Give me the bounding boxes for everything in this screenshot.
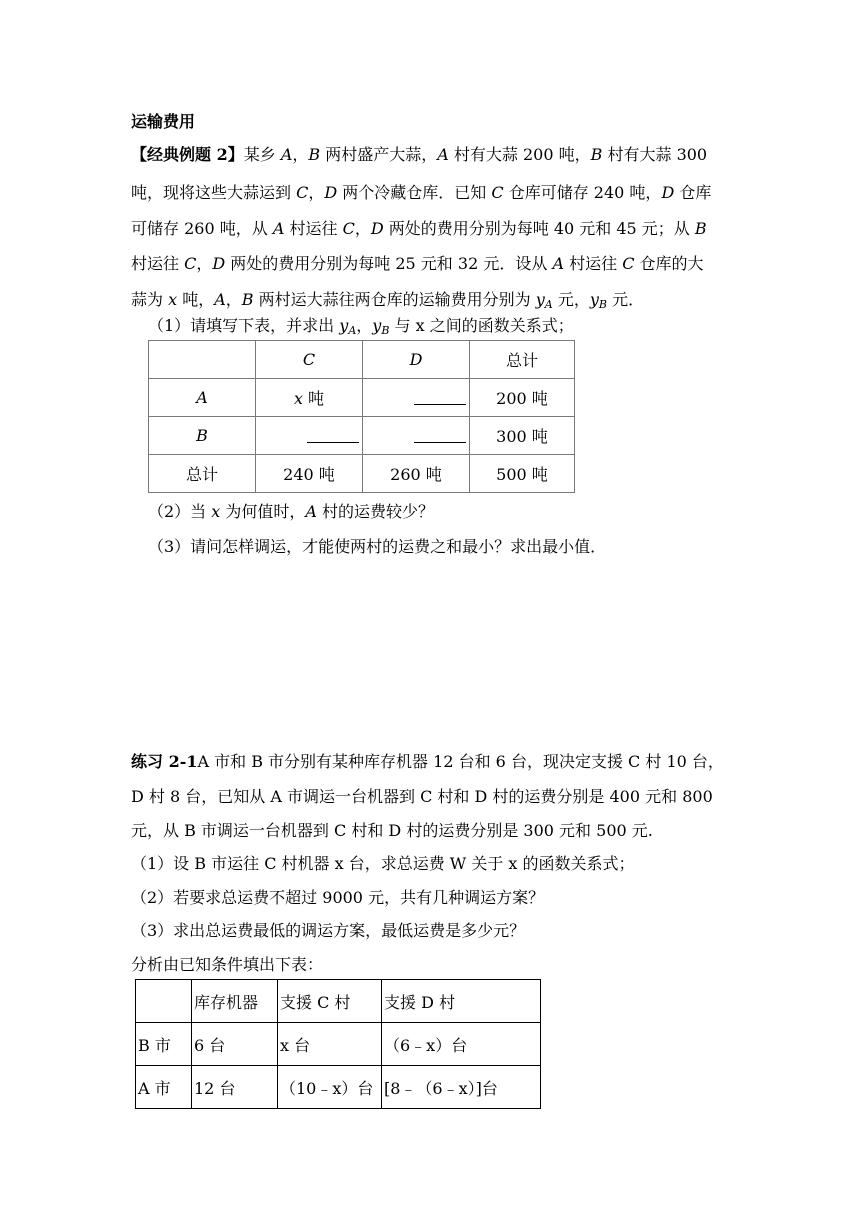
table-cell: 300 吨 xyxy=(470,417,575,455)
blank-cell[interactable] xyxy=(363,379,470,417)
table-cell: 12 台 xyxy=(192,1066,278,1109)
table-row xyxy=(136,1023,541,1066)
table-cell xyxy=(136,980,192,1023)
example-line-3: 可储存 260 吨，从 A 村运往 C，D 两处的费用分别为每吨 40 元和 45 元；从 B xyxy=(131,219,707,238)
table-header: 库存机器 xyxy=(192,980,278,1023)
table-cell: 6 台 xyxy=(192,1023,278,1066)
example-question-2: （2）当 x 为何值时，A 村的运费较少？ xyxy=(148,502,435,521)
table-row xyxy=(149,379,575,417)
table-cell: A 市 xyxy=(136,1066,192,1109)
practice-label: 练习 2-1 xyxy=(131,752,198,771)
table-header-d: D xyxy=(363,341,470,379)
table-header-c: C xyxy=(256,341,363,379)
example-line-1: 【经典例题 2】某乡 A，B 两村盛产大蒜，A 村有大蒜 200 吨，B 村有大蒜 300 xyxy=(131,145,708,164)
table-header-row xyxy=(136,980,541,1023)
example-line-5: 蒜为 x 吨，A，B 两村运大蒜往两仓库的运输费用分别为 $y_A$ 元，$y_B$ 元． xyxy=(131,290,645,311)
practice-line-1: 练习 2-1A 市和 B 市分别有某种库存机器 12 台和 6 台，现决定支援 C 村 10 台， xyxy=(131,752,724,771)
example-question-1: （1）请填写下表，并求出 $y_A$，$y_B$ 与 x 之间的函数关系式； xyxy=(148,316,574,337)
table-cell: x 台 xyxy=(278,1023,382,1066)
analysis-text: 分析由已知条件填出下表： xyxy=(131,955,324,974)
table-cell: （10﹣x）台 xyxy=(278,1066,382,1109)
table-cell: 260 吨 xyxy=(363,455,470,493)
table-cell: x 吨 xyxy=(256,379,363,417)
row-label-b: B xyxy=(149,417,256,455)
table-header-total: 总计 xyxy=(470,341,575,379)
table-cell: 总计 xyxy=(149,455,256,493)
table-header: 支援 C 村 xyxy=(278,980,382,1023)
table-row xyxy=(136,1066,541,1109)
example-question-3: （3）请问怎样调运，才能使两村的运费之和最小？求出最小值． xyxy=(148,537,607,556)
table-row xyxy=(149,455,575,493)
blank-cell[interactable] xyxy=(363,417,470,455)
practice-question-2: （2）若要求总运费不超过 9000 元，共有几种调运方案？ xyxy=(131,888,545,907)
table-header: 支援 D 村 xyxy=(382,980,541,1023)
table-cell: [8﹣（6﹣x）]台 xyxy=(382,1066,541,1109)
transport-table xyxy=(148,340,575,493)
blank-cell[interactable] xyxy=(256,417,363,455)
example-line-4: 村运往 C，D 两处的费用分别为每吨 25 元和 32 元．设从 A 村运往 C 仓库的大 xyxy=(131,254,704,273)
table-cell: 500 吨 xyxy=(470,455,575,493)
table-row xyxy=(149,417,575,455)
table-cell xyxy=(149,341,256,379)
practice-line-3: 元，从 B 市调运一台机器到 C 村和 D 村的运费分别是 300 元和 500 元. xyxy=(131,821,653,840)
practice-question-1: （1）设 B 市运往 C 村机器 x 台，求总运费 W 关于 x 的函数关系式； xyxy=(131,854,635,873)
practice-line-2: D 村 8 台，已知从 A 市调运一台机器到 C 村和 D 村的运费分别是 400 元和 800 xyxy=(131,787,713,806)
answer-blank[interactable] xyxy=(414,388,466,405)
machine-table xyxy=(135,979,541,1109)
table-cell: 240 吨 xyxy=(256,455,363,493)
table-cell: （6﹣x）台 xyxy=(382,1023,541,1066)
answer-blank[interactable] xyxy=(414,426,466,443)
example-label: 【经典例题 2】 xyxy=(131,145,244,164)
section-title: 运输费用 xyxy=(131,112,196,131)
answer-blank[interactable] xyxy=(307,426,359,443)
row-label-a: A xyxy=(149,379,256,417)
practice-question-3: （3）求出总运费最低的调运方案，最低运费是多少元？ xyxy=(131,921,526,940)
example-line-2: 吨，现将这些大蒜运到 C，D 两个冷藏仓库．已知 C 仓库可储存 240 吨，D 仓库 xyxy=(131,183,712,202)
table-cell: B 市 xyxy=(136,1023,192,1066)
table-cell: 200 吨 xyxy=(470,379,575,417)
table-header-row xyxy=(149,341,575,379)
